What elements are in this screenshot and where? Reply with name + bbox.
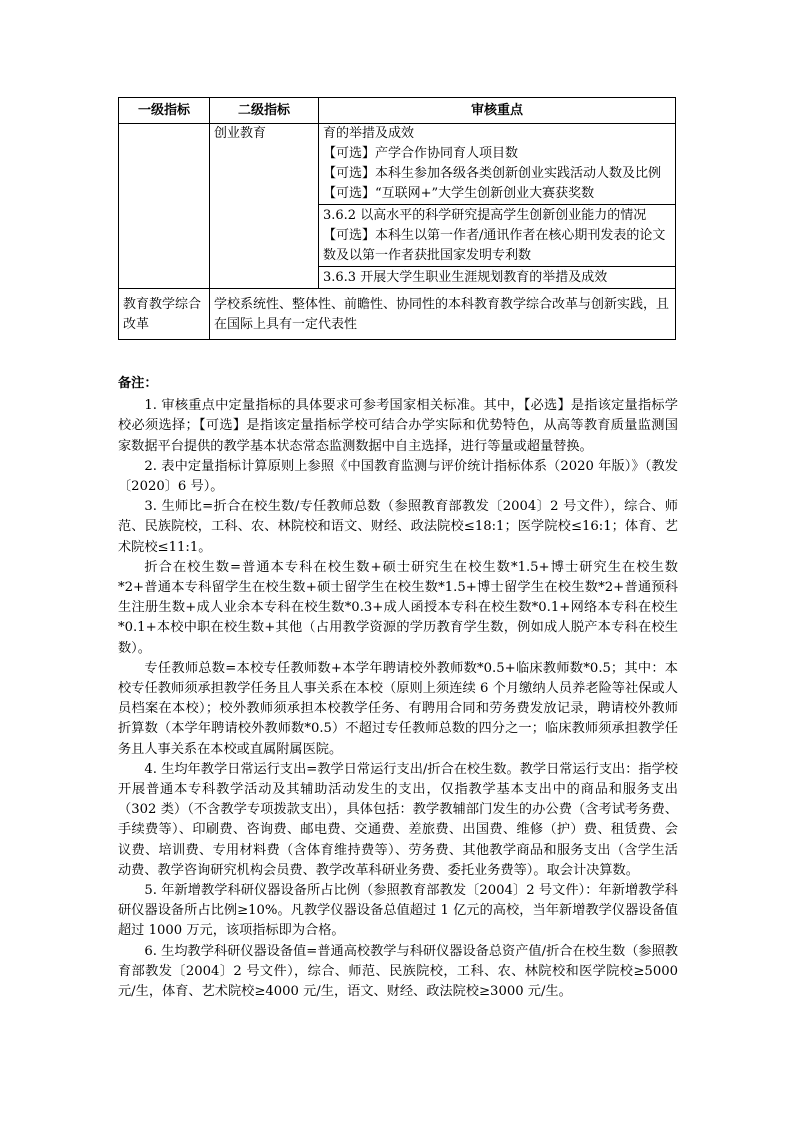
review-item: 【可选】产学合作协同育人项目数	[323, 146, 519, 161]
cell-level1: 教育教学综合改革	[119, 289, 210, 340]
audit-criteria-table	[118, 97, 676, 340]
cell-review-focus	[319, 124, 676, 289]
review-item: 3.6.2 以高水平的科学研究提高学生创新创业能力的情况	[323, 208, 647, 223]
header-level1: 一级指标	[119, 98, 210, 124]
review-group-3	[319, 266, 675, 288]
header-review-focus: 审核重点	[319, 98, 676, 124]
note-paragraph: 5. 年新增教学科研仪器设备所占比例（参照教育部教发〔2004〕2 号文件）：年新增教学科研仪器设备所占比例≥10%。凡教学仪器设备总值超过 1 亿元的高校，当年新增教学仪器设备值超过 1000 万元，该项指标即为合格。	[118, 883, 678, 939]
review-item: 3.6.3 开展大学生职业生涯规划教育的举措及成效	[323, 270, 608, 285]
note-paragraph: 专任教师总数=本校专任教师数+本学年聘请校外教师数*0.5+临床教师数*0.5；其中：本校专任教师须承担教学任务且人事关系在本校（原则上须连续 6 个月缴纳人员养老险等社保或人员档案在本校）；校外教师须承担本校教学任务、有聘用合同和劳务费发放记录，聘请校外教师折算数（本学年聘请校外教师数*0.5）不超过专任教师总数的四分之一；临床教师须承担教学任务且人事关系在本校或直属附属医院。	[118, 660, 678, 757]
cell-level1	[119, 124, 210, 289]
note-paragraph: 2. 表中定量指标计算原则上参照《中国教育监测与评价统计指标体系（2020 年版）》（教发〔2020〕6 号）。	[118, 458, 678, 495]
cell-level2: 创业教育	[210, 124, 319, 289]
review-item: 育的举措及成效	[323, 126, 415, 141]
note-paragraph: 3. 生师比=折合在校生数/专任教师总数（参照教育部教发〔2004〕2 号文件），综合、师范、民族院校，工科、农、林院校和语文、财经、政法院校≤18:1；医学院校≤16:1；体育、艺术院校≤11:1。	[118, 499, 678, 555]
note-paragraph: 1. 审核重点中定量指标的具体要求可参考国家相关标准。其中，【必选】是指该定量指标学校必须选择；【可选】是指该定量指标学校可结合办学实际和优势特色，从高等教育质量监测国家数据平台提供的教学基本状态常态监测数据中自主选择，进行等量或超量替换。	[118, 398, 678, 454]
review-item: 【可选】本科生参加各级各类创新创业实践活动人数及比例	[323, 166, 662, 181]
notes-title: 备注：	[118, 376, 158, 391]
table-row	[119, 124, 676, 289]
review-item: 【可选】本科生以第一作者/通讯作者在核心期刊发表的论文数及以第一作者获批国家发明专利数	[323, 228, 666, 263]
review-group-2	[319, 204, 675, 266]
review-group-1	[323, 124, 671, 204]
notes-section	[118, 374, 678, 1002]
table-row	[119, 289, 676, 340]
table-header-row	[119, 98, 676, 124]
note-paragraph: 6. 生均教学科研仪器设备值=普通高校教学与科研仪器设备总资产值/折合在校生数（参照教育部教发〔2004〕2 号文件），综合、师范、民族院校，工科、农、林院校和医学院校≥5000 元/生，体育、艺术院校≥4000 元/生，语文、财经、政法院校≥3000 元/生。	[118, 943, 678, 1000]
header-level2: 二级指标	[210, 98, 319, 124]
note-paragraph: 4. 生均年教学日常运行支出=教学日常运行支出/折合在校生数。教学日常运行支出：指学校开展普通本专科教学活动及其辅助活动发生的支出，仅指教学基本支出中的商品和服务支出（302 类）（不含教学专项拨款支出），具体包括：教学教辅部门发生的办公费（含考试考务费、手续费等）、印刷费、咨询费、邮电费、交通费、差旅费、出国费、维修（护）费、租赁费、会议费、培训费、专用材料费（含体育维持费等）、劳务费、其他教学商品和服务支出（含学生活动费、教学咨询研究机构会员费、教学改革科研业务费、委托业务费等）。取会计决算数。	[118, 761, 678, 878]
cell-review-focus: 学校系统性、整体性、前瞻性、协同性的本科教育教学综合改革与创新实践，且在国际上具有一定代表性	[210, 289, 676, 340]
note-paragraph: 折合在校生数=普通本专科在校生数+硕士研究生在校生数*1.5+博士研究生在校生数*2+普通本专科留学生在校生数+硕士留学生在校生数*1.5+博士留学生在校生数*2+普通预科生注册生数+成人业余本专科在校生数*0.3+成人函授本专科在校生数*0.1+网络本专科在校生*0.1+本校中职在校生数+其他（占用教学资源的学历教育学生数，例如成人脱产本专科在校生数）。	[118, 559, 678, 656]
review-item: 【可选】“互联网+”大学生创新创业大赛获奖数	[323, 186, 595, 201]
